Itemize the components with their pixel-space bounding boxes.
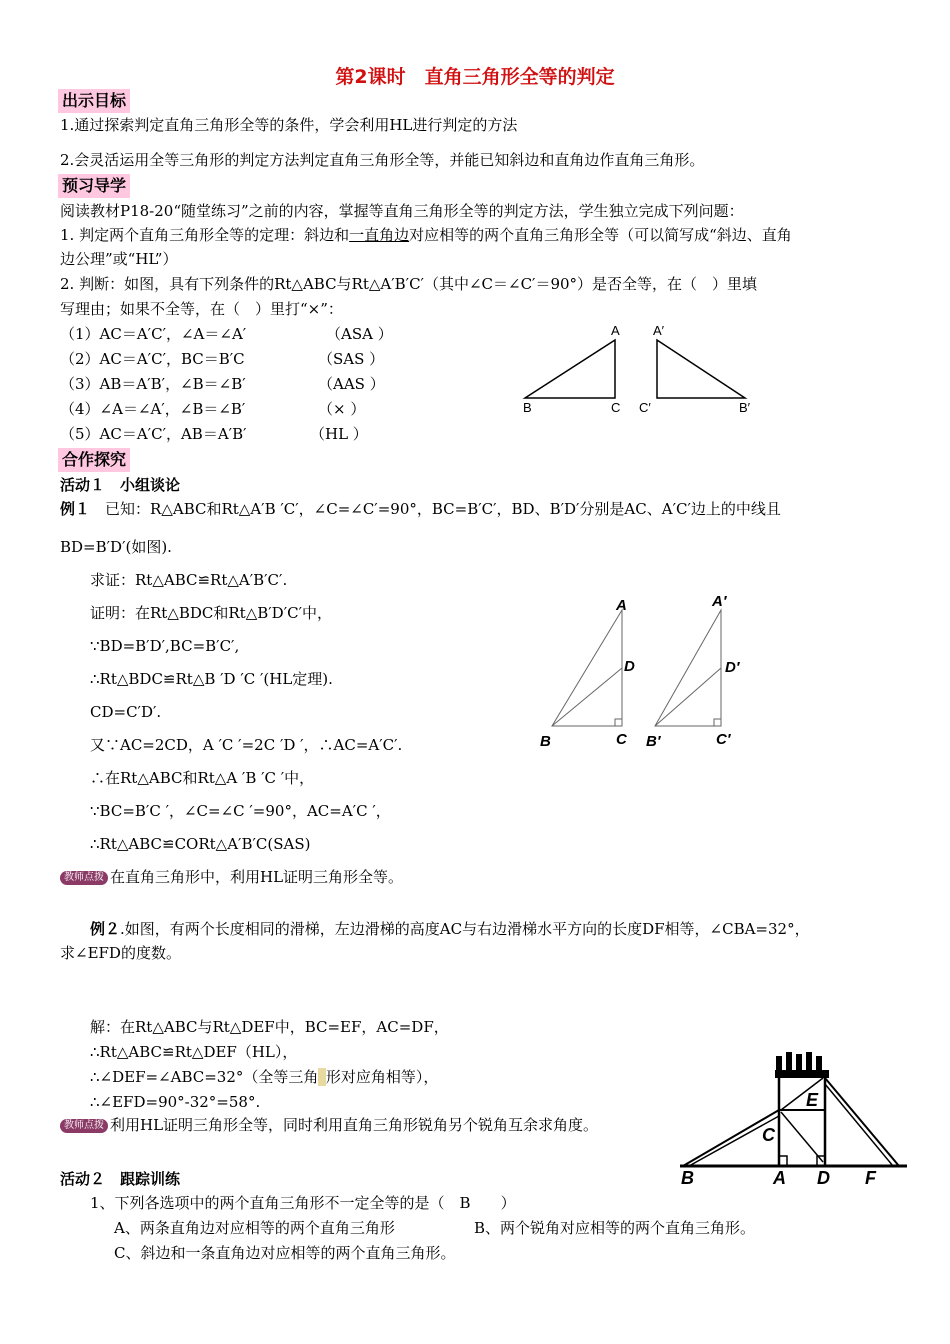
stair-lower bbox=[781, 1112, 823, 1162]
judge-cond: （1）AC＝A′C′，∠A＝∠A′ bbox=[60, 325, 247, 343]
proof-line-1: 求证：Rt△ABC≌Rt△A′B′C′. bbox=[90, 571, 288, 589]
section-heading-explore: 合作探究 bbox=[58, 448, 130, 472]
section-heading-goals: 出示目标 bbox=[58, 89, 130, 113]
preview-intro: 阅读教材P18-20“随堂练习”之前的内容，掌握等直角三角形全等的判定方法，学生独立完成下列问题： bbox=[60, 202, 744, 220]
judge-cond: （5）AC＝A′C′，AB＝A′B′ bbox=[60, 425, 247, 443]
fig-label-B: B bbox=[540, 733, 551, 750]
judge-item-3 bbox=[60, 373, 246, 395]
judge-item-2 bbox=[60, 348, 245, 370]
fig-label-B-prime: B′ bbox=[646, 733, 661, 750]
judge-cond: （3）AB＝A′B′，∠B＝∠B′ bbox=[60, 375, 246, 393]
goal-1: 1.通过探索判定直角三角形全等的条件，学会利用HL进行判定的方法 bbox=[60, 116, 518, 134]
solution-3-text-a: ∴∠DEF=∠ABC=32°（全等三角 bbox=[90, 1068, 319, 1086]
label-B: B bbox=[523, 400, 532, 415]
proof-line-8: ∵BC=B′C ′，∠C=∠C ′=90°，AC=A′C ′， bbox=[90, 802, 391, 820]
teacher-tip-badge: 教师点拨 bbox=[60, 871, 108, 885]
preview-q1-line1 bbox=[60, 224, 792, 246]
proof-line-4: ∴Rt△BDC≌Rt△B ′D ′C ′(HL定理). bbox=[90, 670, 333, 688]
solution-3-highlight bbox=[318, 1068, 326, 1086]
label-C-prime: C′ bbox=[639, 400, 651, 415]
slide-label-D: D bbox=[817, 1168, 830, 1188]
label-A-prime: A′ bbox=[653, 323, 665, 338]
preview-q1-line2: 边公理”或“HL”） bbox=[60, 250, 178, 268]
triangle-a2b2c2-median bbox=[655, 610, 721, 726]
right-slide bbox=[825, 1078, 899, 1166]
option-b: B、两个锐角对应相等的两个直角三角形。 bbox=[474, 1219, 756, 1237]
teacher-tip-text: 利用HL证明三角形全等，同时利用直角三角形锐角另个锐角互余求角度。 bbox=[110, 1116, 599, 1134]
example1-text-a: 已知：R△ABC和Rt△A′B ′C′，∠C=∠C′=90°，BC=B′C′，BD、B′D′分别是AC、A′C′边上的中线且 bbox=[105, 500, 781, 518]
example2-line1 bbox=[90, 918, 810, 940]
tower-crown bbox=[776, 1052, 822, 1070]
solution-line-4: ∴∠EFD=90°-32°=58°. bbox=[90, 1093, 261, 1111]
example1-line1 bbox=[60, 498, 781, 520]
q1-text-b: 对应相等的两个直角三角形全等（可以简写成“斜边、直角 bbox=[409, 226, 792, 244]
example1-line2: BD=B′D′(如图). bbox=[60, 538, 172, 556]
label-C: C bbox=[611, 400, 621, 415]
median-bd bbox=[552, 668, 622, 726]
label-A: A bbox=[611, 323, 620, 338]
example2-label: 例２ bbox=[90, 920, 121, 938]
solution-line-1: 解：在Rt△ABC与Rt△DEF中，BC=EF，AC=DF， bbox=[90, 1018, 449, 1036]
q1-blank-answer: 一直角边 bbox=[349, 226, 410, 244]
activity2-title: 活动２ 跟踪训练 bbox=[60, 1170, 181, 1188]
example2-text-a: .如图，有两个长度相同的滑梯，左边滑梯的高度AC与右边滑梯水平方向的长度DF相等，∠CBA=32°， bbox=[120, 920, 810, 938]
proof-line-3: ∵BD=B′D′,BC=B′C′, bbox=[90, 637, 240, 655]
judge-item-5 bbox=[60, 423, 247, 445]
slide-label-E: E bbox=[806, 1090, 819, 1110]
teacher-tip-badge: 教师点拨 bbox=[60, 1119, 108, 1133]
fig-label-D-prime: D′ bbox=[725, 659, 740, 676]
page-title: 第2课时 直角三角形全等的判定 bbox=[335, 66, 615, 88]
solution-line-2: ∴Rt△ABC≌Rt△DEF（HL）， bbox=[90, 1043, 298, 1061]
judge-answer-3: （AAS ） bbox=[318, 375, 385, 393]
preview-q2-line2: 写理由；如果不全等，在（ ）里打“×”： bbox=[60, 300, 343, 318]
proof-line-2: 证明：在Rt△BDC和Rt△B′D′C′中， bbox=[90, 604, 332, 622]
triangle-a2b2c2 bbox=[657, 340, 745, 398]
teacher-tip-1 bbox=[60, 866, 403, 888]
fig-label-C: C bbox=[616, 731, 627, 748]
tower-top bbox=[775, 1070, 829, 1078]
practice-question-1: 1、下列各选项中的两个直角三角形不一定全等的是（ B ） bbox=[90, 1194, 516, 1212]
judge-item-4 bbox=[60, 398, 245, 420]
slide-label-F: F bbox=[865, 1168, 876, 1188]
proof-line-5: CD=C′D′. bbox=[90, 703, 162, 721]
option-c: C、斜边和一条直角边对应相等的两个直角三角形。 bbox=[114, 1244, 456, 1262]
solution-3-text-b: 形对应角相等）， bbox=[325, 1068, 439, 1086]
option-a: A、两条直角边对应相等的两个直角三角形 bbox=[114, 1219, 395, 1237]
activity1-title: 活动１ 小组谈论 bbox=[60, 476, 181, 494]
right-angle-mark-c2 bbox=[714, 719, 721, 726]
triangle-abc-median bbox=[552, 610, 622, 726]
judge-answer-5: （HL ） bbox=[310, 425, 368, 443]
proof-line-7: ∴在Rt△ABC和Rt△A ′B ′C ′中， bbox=[90, 769, 315, 787]
label-B-prime: B′ bbox=[739, 400, 751, 415]
tower bbox=[779, 1076, 825, 1166]
judge-cond: （2）AC＝A′C′，BC＝B′C bbox=[60, 350, 245, 368]
slide-label-A: A bbox=[773, 1168, 786, 1188]
right-slide-inner bbox=[825, 1084, 893, 1166]
median-triangles-figure bbox=[530, 588, 750, 758]
judge-answer-4: （× ） bbox=[318, 400, 366, 418]
proof-line-6: 又∵AC=2CD，A ′C ′=2C ′D ′，∴AC=A′C′. bbox=[90, 736, 403, 754]
solution-line-3 bbox=[90, 1066, 438, 1088]
judge-cond: （4）∠A＝∠A′，∠B＝∠B′ bbox=[60, 400, 246, 418]
proof-line-9: ∴Rt△ABC≌CORt△A′B′C(SAS) bbox=[90, 835, 311, 853]
fig-label-A-prime: A′ bbox=[712, 593, 727, 610]
teacher-tip-2 bbox=[60, 1114, 598, 1136]
q1-text-a: 1. 判定两个直角三角形全等的定理：斜边和 bbox=[60, 226, 350, 244]
fig-label-A: A bbox=[616, 597, 627, 614]
slide-label-C: C bbox=[762, 1125, 775, 1145]
example1-label: 例１ bbox=[60, 500, 91, 518]
preview-q2-line1: 2. 判断：如图，具有下列条件的Rt△ABC与Rt△A′B′C′（其中∠C＝∠C′＝90°）是否全等，在（ ）里填 bbox=[60, 275, 758, 293]
teacher-tip-text: 在直角三角形中，利用HL证明三角形全等。 bbox=[110, 868, 404, 886]
judge-answer-1: （ASA ） bbox=[326, 325, 393, 343]
example2-line2: 求∠EFD的度数。 bbox=[60, 944, 181, 962]
median-b2d2 bbox=[655, 668, 721, 726]
goal-2: 2.会灵活运用全等三角形的判定方法判定直角三角形全等，并能已知斜边和直角边作直角三角形。 bbox=[60, 151, 705, 169]
right-angle-mark-c bbox=[615, 719, 622, 726]
fig-label-D: D bbox=[624, 658, 635, 675]
judge-answer-2: （SAS ） bbox=[318, 350, 385, 368]
triangle-abc bbox=[525, 340, 615, 398]
triangles-figure bbox=[515, 318, 775, 418]
slides-figure bbox=[675, 1048, 915, 1188]
slide-label-B: B bbox=[681, 1168, 694, 1188]
fig-label-C-prime: C′ bbox=[716, 731, 731, 748]
judge-item-1 bbox=[60, 323, 246, 345]
section-heading-preview: 预习导学 bbox=[58, 174, 130, 198]
